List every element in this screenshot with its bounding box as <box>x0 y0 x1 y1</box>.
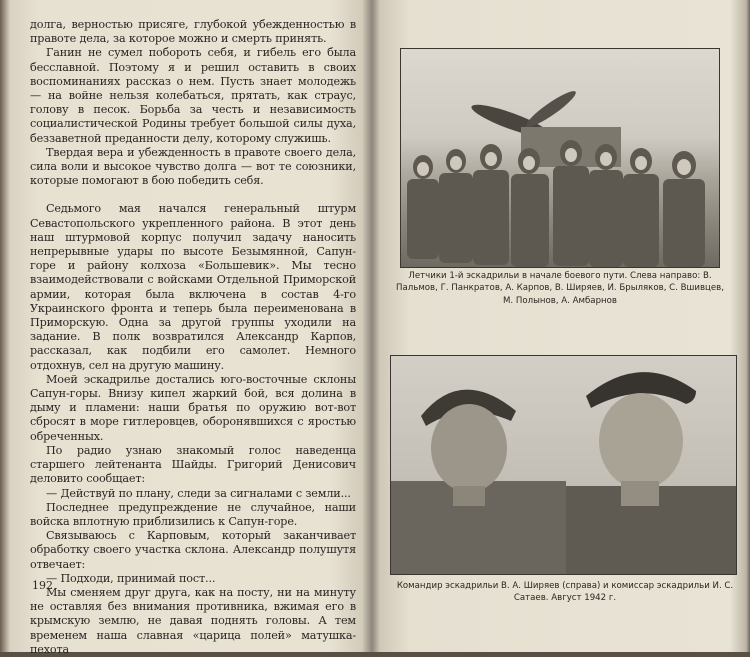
paragraph: Последнее предупреждение не случайное, наши войска вплотную приблизились к Сапун-горе. <box>30 500 356 528</box>
paragraph: — Действуй по плану, следи за сигналами с земли... <box>46 486 351 500</box>
photo-caption: Летчики 1-й эскадрильи в начале боевого пути. Слева направо: В. Пальмов, Г. Панкратов, А. Карпов, В. Ширяев, И. Брыляков, С. Вшивцев, М. Полынов, А. Амбарнов <box>396 271 724 306</box>
paragraph: Твердая вера и убежденность в правоте своего дела, сила воли и высокое чувство долга — вот те союзники, которые помогают в бою победить себя. <box>30 145 356 188</box>
paragraph: Седьмого мая начался генеральный штурм Севастопольского укрепленного района. В этот день наш штурмовой корпус получил задачу наносить непрерывные удары по высоте Безымянной, Сапун-горе и району колхоза «Большевик». Мы тесно взаимодействовали с войсками Отдельной Приморской армии, которая была включена в состав 4-го Украинского фронта и теперь была переименована в Приморскую. Одна за другой группы уходили на задание. В полк возвратился Александр Карпов, рассказал, как подбили его самолет. Немного отдохнув, сел на другую машину. <box>30 202 356 372</box>
paragraph: Ганин не сумел побороть себя, и гибель его была бесславной. Поэтому я и решил оставить в своих воспоминаниях рассказ о нем. Пусть знает молодежь — на войне нельзя колебаться, прятать, как страус, голову в песок. Борьба за честь и независимость социалистической Родины требует большой силы духа, беззаветной преданности делу, которому служишь. <box>30 46 356 145</box>
commander-commissar-photo <box>390 355 737 575</box>
photo-caption: Командир эскадрильи В. А. Ширяев (справа) и комиссар эскадрильи И. С. Сатаев. Август 1942 г. <box>396 581 734 604</box>
paragraph: Связываюсь с Карповым, который заканчивает обработку своего участка склона. Александр полушутя отвечает: <box>30 529 356 571</box>
left-page <box>18 12 360 656</box>
paragraph: Моей эскадрилье достались юго-восточные склоны Сапун-горы. Внизу кипел жаркий бой, вся долина в дыму и пламени: наши братья по оружию вот-вот сбросят в море гитлеровцев, оборонявшихся с яростью обреченных. <box>30 372 356 443</box>
body-text <box>30 18 356 657</box>
paragraph: — Подходи, принимай пост... <box>46 571 216 585</box>
paragraph: Мы сменяем друг друга, как на посту, ни на минуту не оставляя без внимания противника, вжимая его в крымскую землю, не давая поднять головы. А тем временем наша славная «царица полей» матушка-пехота <box>30 585 356 656</box>
paragraph: долга, верностью присяге, глубокой убежденностью в правоте дела, за которое можно и смерть принять. <box>30 18 356 46</box>
right-page <box>385 0 745 652</box>
squadron-pilots-photo <box>400 48 720 268</box>
page-number: 192 <box>32 579 53 592</box>
paragraph: По радио узнаю знакомый голос наведенца старшего лейтенанта Шайды. Григорий Денисович деловито сообщает: <box>30 443 356 486</box>
